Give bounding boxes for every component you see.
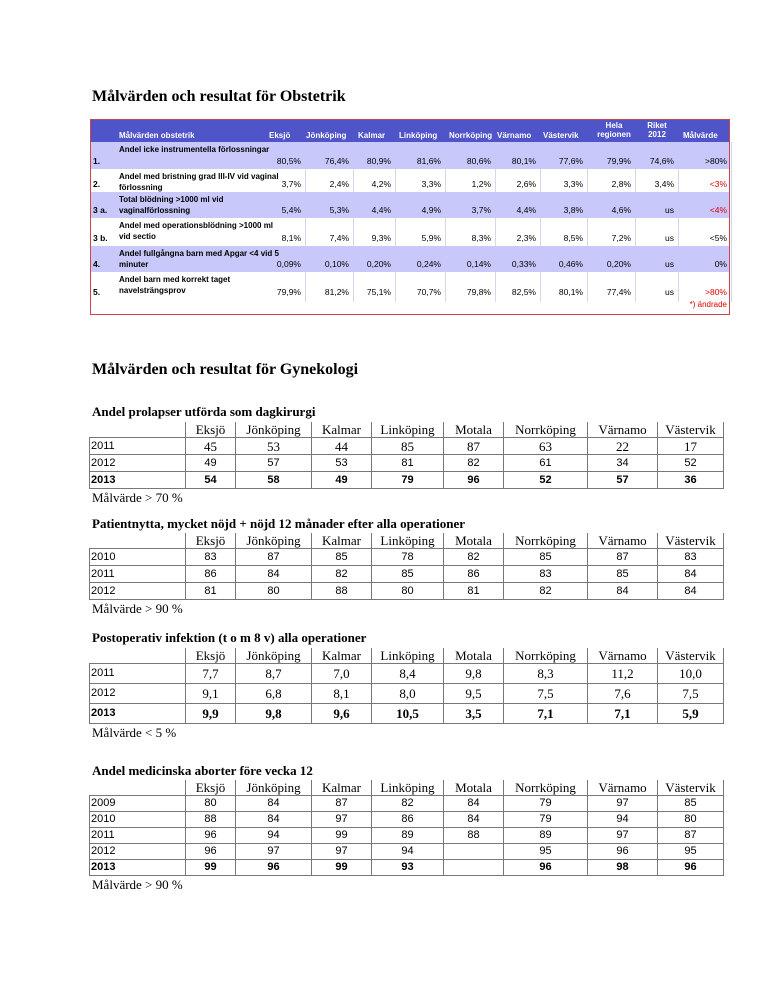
gyn-value-cell: 7,7 <box>186 664 236 684</box>
gyn-value-cell: 85 <box>504 549 588 566</box>
gyn-header-cell: Kalmar <box>312 422 372 438</box>
obstetrik-row-label: Andel med operationsblödning >1000 ml vid sectio <box>119 221 274 241</box>
gyn-header-cell: Linköping <box>372 648 444 664</box>
obstetrik-cell: 4,4% <box>371 205 391 215</box>
gyn-value-cell: 96 <box>236 860 312 876</box>
obstetrik-cell: 2,6% <box>516 179 536 189</box>
gyn-value-cell: 93 <box>372 860 444 876</box>
obstetrik-header-cell: Eksjö <box>269 131 291 140</box>
gyn-header-cell: Kalmar <box>312 533 372 549</box>
gyn-header-cell: Jönköping <box>236 422 312 438</box>
gyn-table <box>89 648 724 724</box>
gyn-value-cell: 7,1 <box>504 704 588 724</box>
gyn-value-cell: 79 <box>372 472 444 489</box>
gyn-target-note: Målvärde > 70 % <box>92 490 183 505</box>
gyn-value-cell: 96 <box>186 828 236 844</box>
obstetrik-row-label: Andel icke instrumentella förlossningar <box>119 145 270 154</box>
gyn-value-cell: 87 <box>312 796 372 812</box>
gyn-table-row <box>90 828 724 844</box>
gyn-value-cell: 85 <box>372 438 444 455</box>
gyn-value-cell: 78 <box>372 549 444 566</box>
gyn-value-cell: 99 <box>186 860 236 876</box>
gyn-header-cell: Värnamo <box>588 780 658 796</box>
obstetrik-cell: us <box>665 287 674 297</box>
obstetrik-cell: 3,7% <box>281 179 301 189</box>
gyn-header-cell: Eksjö <box>186 648 236 664</box>
gyn-table-row <box>90 583 724 600</box>
obstetrik-header-cell: Målvärden obstetrik <box>119 131 195 140</box>
gyn-header-cell: Linköping <box>372 780 444 796</box>
obstetrik-cell: 79,9% <box>276 287 301 297</box>
gyn-value-cell: 88 <box>444 828 504 844</box>
gyn-value-cell: 53 <box>236 438 312 455</box>
gyn-value-cell: 81 <box>444 583 504 600</box>
obstetrik-cell: 4,2% <box>371 179 391 189</box>
gyn-value-cell: 97 <box>588 828 658 844</box>
gyn-value-cell: 80 <box>658 812 724 828</box>
gyn-table-row <box>90 438 724 455</box>
gyn-value-cell: 8,7 <box>236 664 312 684</box>
gyn-value-cell: 7,5 <box>658 684 724 704</box>
obstetrik-header-cell: Kalmar <box>358 131 386 140</box>
gyn-value-cell: 11,2 <box>588 664 658 684</box>
gyn-year-cell: 2011 <box>90 438 186 455</box>
gyn-table-row <box>90 549 724 566</box>
gyn-value-cell: 84 <box>658 583 724 600</box>
obstetrik-table <box>90 119 730 315</box>
gyn-header-cell: Kalmar <box>312 648 372 664</box>
obstetrik-header-cell: Värnamo <box>497 131 532 140</box>
obstetrik-cell: 2,3% <box>516 233 536 243</box>
obstetrik-cell: 5,4% <box>281 205 301 215</box>
gyn-target-note: Målvärde > 90 % <box>92 601 183 616</box>
gyn-value-cell: 94 <box>372 844 444 860</box>
obstetrik-row <box>91 246 729 272</box>
gyn-value-cell: 85 <box>312 549 372 566</box>
obstetrik-cell: 1,2% <box>471 179 491 189</box>
obstetrik-cell: 79,9% <box>606 156 631 166</box>
obstetrik-note: *) ändrade <box>689 300 727 309</box>
gyn-value-cell: 85 <box>588 566 658 583</box>
obstetrik-row <box>91 272 729 300</box>
gyn-value-cell: 82 <box>312 566 372 583</box>
gyn-value-cell: 44 <box>312 438 372 455</box>
gyn-header-cell: Västervik <box>658 648 724 664</box>
obstetrik-cell: 3,3% <box>563 179 583 189</box>
gyn-year-cell: 2011 <box>90 664 186 684</box>
gyn-value-cell: 81 <box>372 455 444 472</box>
obstetrik-row-number: 2. <box>93 179 101 189</box>
obstetrik-cell: 8,3% <box>471 233 491 243</box>
obstetrik-cell: <3% <box>709 179 727 189</box>
gyn-value-cell: 82 <box>444 549 504 566</box>
gyn-value-cell: 57 <box>588 472 658 489</box>
gyn-value-cell <box>444 860 504 876</box>
gyn-table-row <box>90 860 724 876</box>
gyn-value-cell: 7,6 <box>588 684 658 704</box>
gyn-header-cell: Norrköping <box>504 533 588 549</box>
obstetrik-cell: 3,8% <box>563 205 583 215</box>
gyn-value-cell: 5,9 <box>658 704 724 724</box>
gyn-header-cell: Eksjö <box>186 533 236 549</box>
obstetrik-cell: 81,2% <box>324 287 349 297</box>
gyn-value-cell: 57 <box>236 455 312 472</box>
gyn-value-cell: 87 <box>236 549 312 566</box>
gyn-value-cell: 86 <box>444 566 504 583</box>
obstetrik-cell: 8,5% <box>563 233 583 243</box>
gyn-value-cell: 9,6 <box>312 704 372 724</box>
gyn-value-cell: 49 <box>186 455 236 472</box>
obstetrik-cell: 74,6% <box>649 156 674 166</box>
obstetrik-row <box>91 169 729 192</box>
gyn-table-title: Andel medicinska aborter före vecka 12 <box>92 763 313 778</box>
gyn-value-cell: 95 <box>658 844 724 860</box>
gyn-year-cell: 2011 <box>90 566 186 583</box>
gyn-value-cell: 94 <box>236 828 312 844</box>
obstetrik-cell: us <box>665 205 674 215</box>
obstetrik-cell: 7,2% <box>611 233 631 243</box>
gyn-header-cell: Motala <box>444 422 504 438</box>
gyn-value-cell: 84 <box>236 812 312 828</box>
gyn-value-cell: 54 <box>186 472 236 489</box>
gyn-value-cell: 7,5 <box>504 684 588 704</box>
obstetrik-cell: >80% <box>705 287 727 297</box>
gyn-year-cell: 2012 <box>90 583 186 600</box>
gyn-header-cell: Eksjö <box>186 780 236 796</box>
gyn-table-row <box>90 566 724 583</box>
gyn-year-cell: 2012 <box>90 844 186 860</box>
obstetrik-cell: 3,7% <box>471 205 491 215</box>
gyn-value-cell: 95 <box>504 844 588 860</box>
obstetrik-cell: 80,6% <box>466 156 491 166</box>
obstetrik-cell: 0,20% <box>366 259 391 269</box>
obstetrik-row-label: Andel med bristning grad III-IV vid vaginal förlossning <box>119 172 279 192</box>
gyn-value-cell: 88 <box>186 812 236 828</box>
obstetrik-row-label: Andel fullgångna barn med Apgar <4 vid 5 minuter <box>119 249 279 269</box>
gyn-header-empty <box>90 780 186 796</box>
gyn-header-empty <box>90 533 186 549</box>
gyn-target-note: Målvärde > 90 % <box>92 877 183 892</box>
gyn-header-cell: Norrköping <box>504 648 588 664</box>
gyn-value-cell: 7,0 <box>312 664 372 684</box>
gyn-value-cell: 9,9 <box>186 704 236 724</box>
gyn-table <box>89 533 724 600</box>
gyn-value-cell: 80 <box>372 583 444 600</box>
obstetrik-cell: 5,9% <box>421 233 441 243</box>
obstetrik-grid-line <box>731 142 732 302</box>
gyn-header-cell: Kalmar <box>312 780 372 796</box>
gyn-value-cell: 80 <box>186 796 236 812</box>
gyn-header-cell: Värnamo <box>588 533 658 549</box>
gyn-value-cell: 8,4 <box>372 664 444 684</box>
gyn-value-cell: 96 <box>186 844 236 860</box>
gyn-table <box>89 422 724 489</box>
gyn-value-cell: 96 <box>504 860 588 876</box>
gyn-table-row <box>90 472 724 489</box>
gyn-value-cell: 98 <box>588 860 658 876</box>
gyn-value-cell: 79 <box>504 796 588 812</box>
obstetrik-cell: 0,09% <box>276 259 301 269</box>
gyn-table-row <box>90 664 724 684</box>
gyn-value-cell: 82 <box>372 796 444 812</box>
gyn-table-row <box>90 796 724 812</box>
gyn-value-cell: 79 <box>504 812 588 828</box>
gyn-value-cell: 36 <box>658 472 724 489</box>
obstetrik-cell: 81,6% <box>416 156 441 166</box>
gyn-header-cell: Västervik <box>658 422 724 438</box>
gyn-header-empty <box>90 422 186 438</box>
obstetrik-row-label: Andel barn med korrekt taget navelsträngsprov <box>119 275 231 295</box>
gyn-table-row <box>90 455 724 472</box>
obstetrik-cell: 4,6% <box>611 205 631 215</box>
gyn-value-cell: 53 <box>312 455 372 472</box>
gyn-value-cell: 9,8 <box>444 664 504 684</box>
gyn-header-cell: Norrköping <box>504 422 588 438</box>
gyn-value-cell: 84 <box>658 566 724 583</box>
gyn-value-cell: 6,8 <box>236 684 312 704</box>
gyn-value-cell: 82 <box>444 455 504 472</box>
obstetrik-cell: 75,1% <box>366 287 391 297</box>
obstetrik-row <box>91 192 729 218</box>
gyn-value-cell: 8,0 <box>372 684 444 704</box>
gyn-header-cell: Jönköping <box>236 648 312 664</box>
gyn-value-cell: 8,1 <box>312 684 372 704</box>
gyn-year-cell: 2012 <box>90 455 186 472</box>
obstetrik-cell: 9,3% <box>371 233 391 243</box>
gyn-value-cell: 7,1 <box>588 704 658 724</box>
obstetrik-row-number: 5. <box>93 287 101 297</box>
gyn-header-cell: Motala <box>444 533 504 549</box>
obstetrik-cell: 77,4% <box>606 287 631 297</box>
obstetrik-cell: <4% <box>709 205 727 215</box>
obstetrik-cell: 79,8% <box>466 287 491 297</box>
obstetrik-cell: 0,46% <box>558 259 583 269</box>
gyn-table-row <box>90 844 724 860</box>
obstetrik-cell: 2,4% <box>329 179 349 189</box>
gyn-value-cell: 61 <box>504 455 588 472</box>
obstetrik-cell: 7,4% <box>329 233 349 243</box>
gyn-header-cell: Motala <box>444 648 504 664</box>
obstetrik-row-number: 1. <box>93 156 101 166</box>
obstetrik-cell: 80,5% <box>276 156 301 166</box>
gyn-value-cell: 89 <box>372 828 444 844</box>
gyn-header-cell: Motala <box>444 780 504 796</box>
gyn-value-cell: 10,0 <box>658 664 724 684</box>
gyn-value-cell: 86 <box>186 566 236 583</box>
gyn-value-cell: 88 <box>312 583 372 600</box>
gyn-value-cell: 86 <box>372 812 444 828</box>
gyn-value-cell: 94 <box>588 812 658 828</box>
gyn-value-cell: 96 <box>588 844 658 860</box>
gyn-value-cell: 84 <box>444 812 504 828</box>
obstetrik-row-number: 3 b. <box>93 233 108 243</box>
gyn-header-cell: Värnamo <box>588 422 658 438</box>
obstetrik-cell: 4,9% <box>421 205 441 215</box>
obstetrik-row <box>91 218 729 246</box>
obstetrik-header-cell: Norrköping <box>449 131 493 140</box>
gyn-value-cell: 45 <box>186 438 236 455</box>
obstetrik-cell: >80% <box>705 156 727 166</box>
obstetrik-cell: 3,3% <box>421 179 441 189</box>
gyn-value-cell: 83 <box>186 549 236 566</box>
gyn-value-cell: 96 <box>658 860 724 876</box>
gyn-target-note: Målvärde < 5 % <box>92 725 177 740</box>
gyn-year-cell: 2010 <box>90 549 186 566</box>
gyn-header-cell: Linköping <box>372 533 444 549</box>
obstetrik-row <box>91 142 729 169</box>
obstetrik-cell: 4,4% <box>516 205 536 215</box>
obstetrik-header-cell: Hela regionen <box>597 121 631 139</box>
gyn-year-cell: 2013 <box>90 860 186 876</box>
obstetrik-cell: us <box>665 259 674 269</box>
obstetrik-row-number: 3 a. <box>93 205 108 215</box>
gyn-value-cell: 34 <box>588 455 658 472</box>
gyn-header-cell: Linköping <box>372 422 444 438</box>
gyn-table <box>89 780 724 876</box>
gyn-value-cell: 82 <box>504 583 588 600</box>
obstetrik-cell: 70,7% <box>416 287 441 297</box>
gyn-value-cell: 9,5 <box>444 684 504 704</box>
gyn-year-cell: 2013 <box>90 472 186 489</box>
obstetrik-cell: 3,4% <box>654 179 674 189</box>
gyn-value-cell: 8,3 <box>504 664 588 684</box>
gyn-value-cell: 87 <box>588 549 658 566</box>
obstetrik-cell: 82,5% <box>511 287 536 297</box>
gyn-value-cell: 97 <box>312 844 372 860</box>
gyn-value-cell: 58 <box>236 472 312 489</box>
obstetrik-header-cell: Riket 2012 <box>647 121 667 139</box>
gyn-value-cell: 84 <box>588 583 658 600</box>
gyn-value-cell: 49 <box>312 472 372 489</box>
gyn-table-title: Patientnytta, mycket nöjd + nöjd 12 månader efter alla operationer <box>92 516 466 531</box>
obstetrik-cell: 0,33% <box>511 259 536 269</box>
gyn-value-cell: 83 <box>658 549 724 566</box>
gyn-value-cell: 89 <box>504 828 588 844</box>
gyn-value-cell <box>444 844 504 860</box>
gyn-header-cell: Västervik <box>658 780 724 796</box>
obstetrik-title: Målvärden och resultat för Obstetrik <box>92 88 346 105</box>
obstetrik-header-cell: Linköping <box>399 131 438 140</box>
obstetrik-cell: 0,20% <box>606 259 631 269</box>
obstetrik-cell: 5,3% <box>329 205 349 215</box>
gyn-value-cell: 52 <box>658 455 724 472</box>
gyn-value-cell: 97 <box>588 796 658 812</box>
gyn-header-empty <box>90 648 186 664</box>
gyn-value-cell: 10,5 <box>372 704 444 724</box>
gyn-value-cell: 9,1 <box>186 684 236 704</box>
gyn-year-cell: 2010 <box>90 812 186 828</box>
gyn-value-cell: 52 <box>504 472 588 489</box>
gyn-value-cell: 97 <box>312 812 372 828</box>
obstetrik-cell: 0,24% <box>416 259 441 269</box>
gynekologi-title: Målvärden och resultat för Gynekologi <box>92 361 359 378</box>
gyn-value-cell: 96 <box>444 472 504 489</box>
gyn-table-title: Andel prolapser utförda som dagkirurgi <box>92 404 316 419</box>
obstetrik-header-cell: Västervik <box>543 131 579 140</box>
gyn-value-cell: 17 <box>658 438 724 455</box>
gyn-table-row <box>90 704 724 724</box>
gyn-value-cell: 22 <box>588 438 658 455</box>
gyn-value-cell: 85 <box>658 796 724 812</box>
obstetrik-cell: 2,8% <box>611 179 631 189</box>
gyn-value-cell: 99 <box>312 828 372 844</box>
obstetrik-header <box>91 120 729 142</box>
obstetrik-cell: 0,10% <box>324 259 349 269</box>
gyn-table-title: Postoperativ infektion (t o m 8 v) alla operationer <box>92 630 367 645</box>
gyn-year-cell: 2009 <box>90 796 186 812</box>
gyn-header-cell: Jönköping <box>236 533 312 549</box>
gyn-value-cell: 87 <box>658 828 724 844</box>
obstetrik-cell: <5% <box>709 233 727 243</box>
obstetrik-cell: us <box>665 233 674 243</box>
obstetrik-row-label: Total blödning >1000 ml vid vaginalförlossning <box>119 195 224 215</box>
obstetrik-cell: 77,6% <box>558 156 583 166</box>
gyn-value-cell: 84 <box>444 796 504 812</box>
gyn-table-row <box>90 812 724 828</box>
gyn-header-cell: Västervik <box>658 533 724 549</box>
gyn-header-cell: Eksjö <box>186 422 236 438</box>
gyn-header-cell: Jönköping <box>236 780 312 796</box>
obstetrik-cell: 8,1% <box>281 233 301 243</box>
obstetrik-cell: 80,1% <box>511 156 536 166</box>
obstetrik-cell: 0,14% <box>466 259 491 269</box>
obstetrik-cell: 0% <box>714 259 727 269</box>
obstetrik-row-number: 4. <box>93 259 101 269</box>
gyn-value-cell: 81 <box>186 583 236 600</box>
gyn-year-cell: 2011 <box>90 828 186 844</box>
gyn-value-cell: 97 <box>236 844 312 860</box>
gyn-value-cell: 99 <box>312 860 372 876</box>
obstetrik-cell: 80,9% <box>366 156 391 166</box>
gyn-year-cell: 2013 <box>90 704 186 724</box>
gyn-value-cell: 84 <box>236 796 312 812</box>
gyn-value-cell: 3,5 <box>444 704 504 724</box>
gyn-value-cell: 9,8 <box>236 704 312 724</box>
gyn-value-cell: 83 <box>504 566 588 583</box>
gyn-header-cell: Värnamo <box>588 648 658 664</box>
gyn-value-cell: 84 <box>236 566 312 583</box>
gyn-year-cell: 2012 <box>90 684 186 704</box>
gyn-header-cell: Norrköping <box>504 780 588 796</box>
obstetrik-cell: 76,4% <box>324 156 349 166</box>
obstetrik-header-cell: Målvärde <box>683 131 718 140</box>
gyn-table-row <box>90 684 724 704</box>
gyn-value-cell: 63 <box>504 438 588 455</box>
gyn-value-cell: 87 <box>444 438 504 455</box>
gyn-value-cell: 80 <box>236 583 312 600</box>
obstetrik-header-cell: Jönköping <box>306 131 347 140</box>
gyn-value-cell: 85 <box>372 566 444 583</box>
obstetrik-cell: 80,1% <box>558 287 583 297</box>
